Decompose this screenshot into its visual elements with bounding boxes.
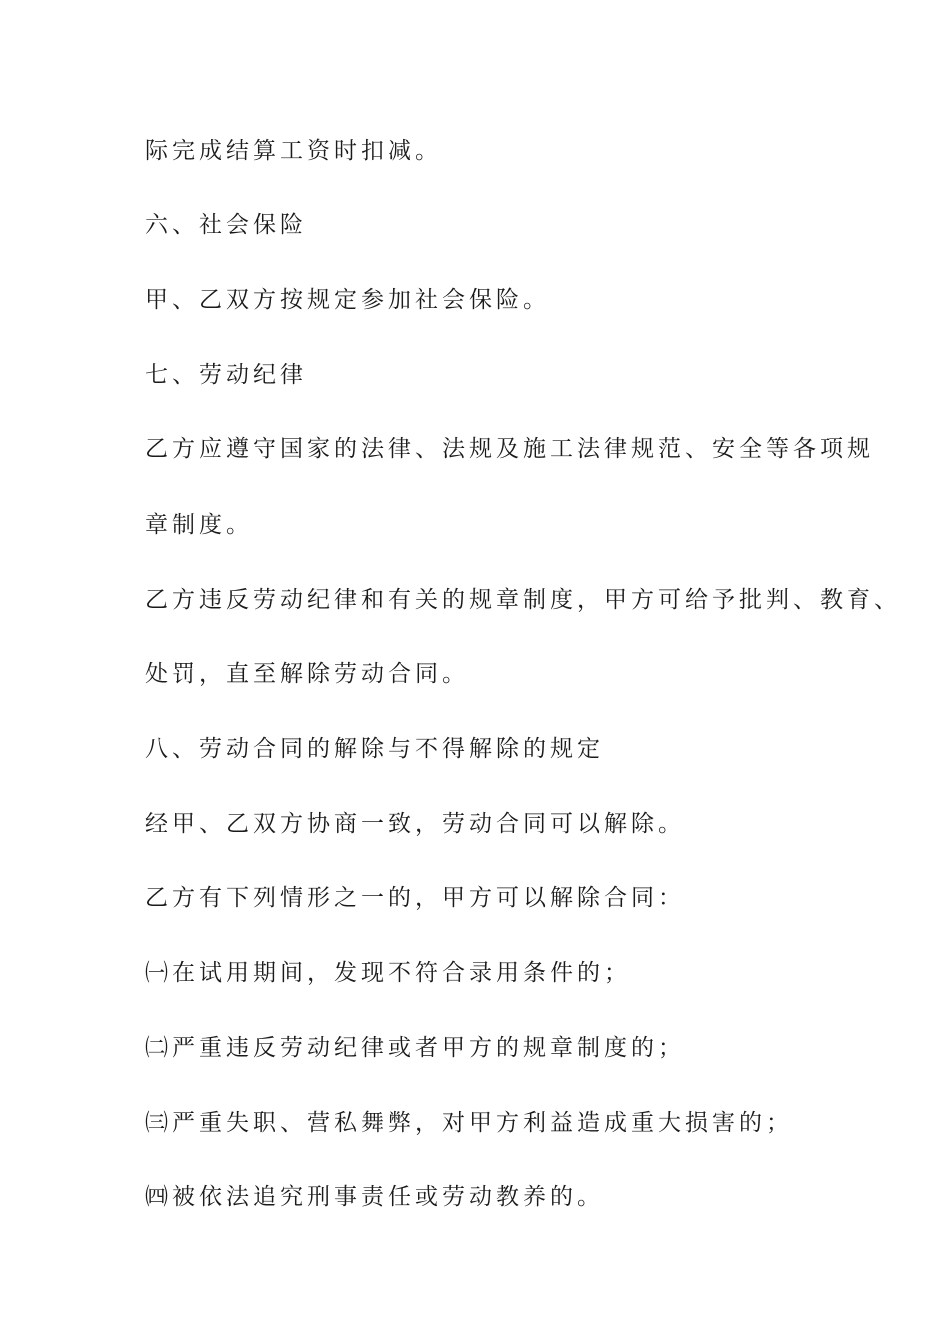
text-line-regulations: 章制度。	[145, 512, 253, 538]
section-heading-social-insurance: 六、社会保险	[145, 212, 307, 238]
list-item-serious-violation: ㈡严重违反劳动纪律或者甲方的规章制度的；	[145, 1035, 685, 1061]
text-line-mutual-agreement: 经甲、乙双方协商一致，劳动合同可以解除。	[145, 811, 685, 837]
section-heading-contract-termination: 八、劳动合同的解除与不得解除的规定	[145, 736, 604, 762]
text-line-obey-laws: 乙方应遵守国家的法律、法规及施工法律规范、安全等各项规	[145, 436, 874, 462]
list-item-dereliction: ㈢严重失职、营私舞弊，对甲方利益造成重大损害的；	[145, 1110, 793, 1136]
text-line-violation: 乙方违反劳动纪律和有关的规章制度，甲方可给予批判、教育、	[145, 587, 901, 613]
text-line-settlement-deduction: 际完成结算工资时扣减。	[145, 138, 442, 164]
text-line-termination-conditions: 乙方有下列情形之一的，甲方可以解除合同：	[145, 885, 685, 911]
list-item-criminal-liability: ㈣被依法追究刑事责任或劳动教养的。	[145, 1184, 604, 1210]
section-heading-labor-discipline: 七、劳动纪律	[145, 362, 307, 388]
text-line-punishment: 处罚，直至解除劳动合同。	[145, 661, 469, 687]
text-line-social-insurance: 甲、乙双方按规定参加社会保险。	[145, 287, 550, 313]
list-item-probation: ㈠在试用期间，发现不符合录用条件的；	[145, 960, 631, 986]
